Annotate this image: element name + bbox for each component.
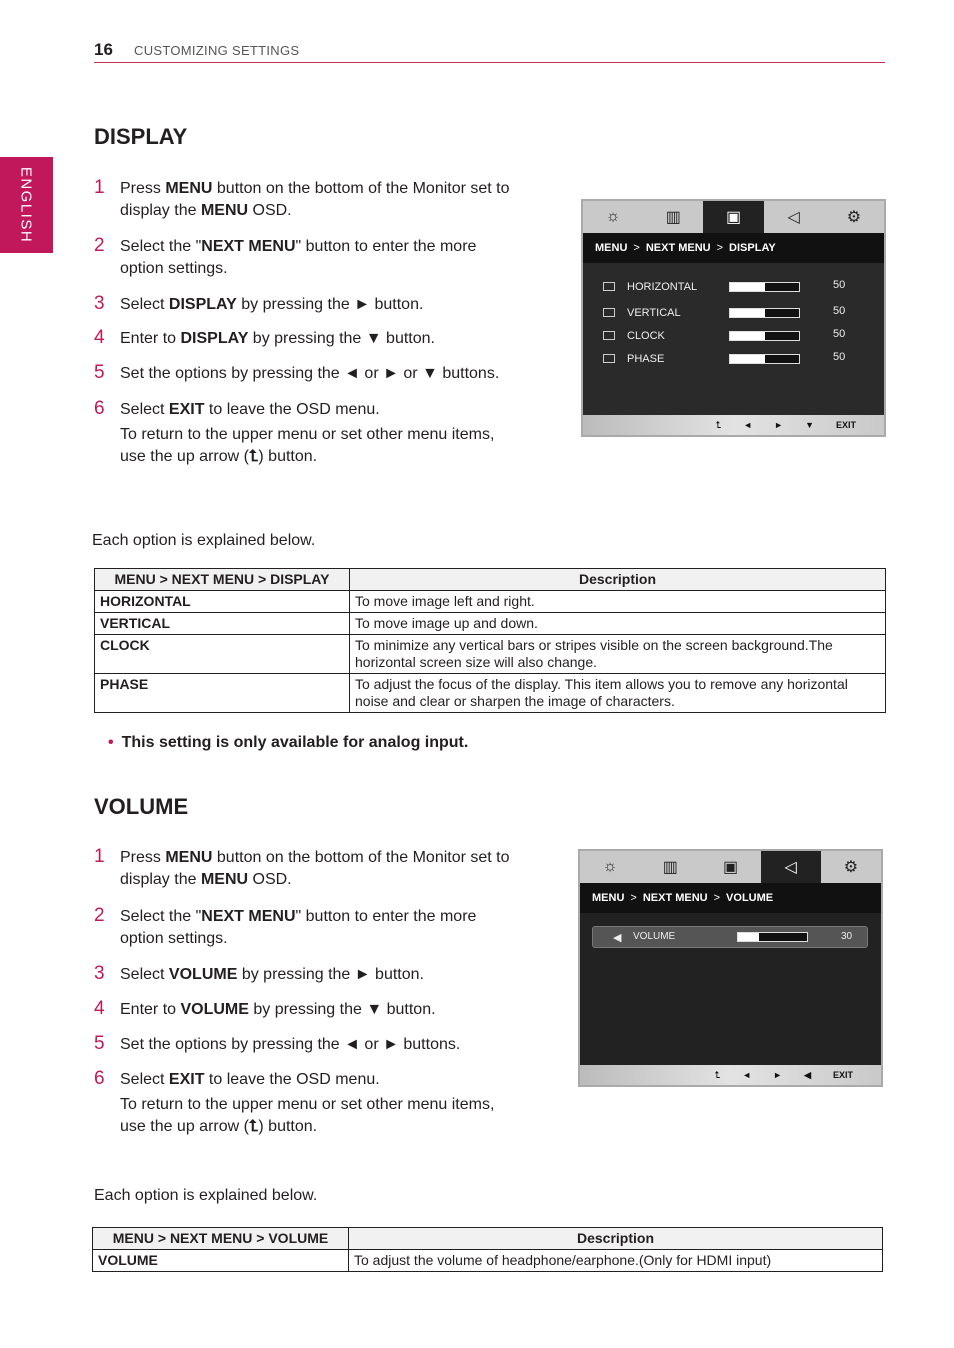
step: 1 Press MENU button on the bottom of the Monitor set to display the MENU OSD. <box>94 177 510 219</box>
language-tab <box>0 157 53 253</box>
display-steps <box>94 178 524 468</box>
return-note: To return to the upper menu or set other menu items, use the up arrow (⮤) button. <box>120 1094 524 1138</box>
osd-item: ◀ VOLUME 30 <box>592 926 868 948</box>
table-row: VOLUME To adjust the volume of headphone/earphone.(Only for HDMI input) <box>93 1250 883 1272</box>
step-number: 1 <box>94 177 105 198</box>
analog-note: • This setting is only available for analog input. <box>108 734 469 751</box>
osd-body: HORIZONTAL 50 VERTICAL 50 CLOCK 50 PHASE 50 <box>583 263 884 415</box>
volume-osd-screenshot <box>578 849 883 1087</box>
display-title: DISPLAY <box>94 124 188 149</box>
return-note: To return to the upper menu or set other menu items, use the up arrow (⮤) button. <box>120 424 524 468</box>
osd-breadcrumb: MENU > NEXT MENU > DISPLAY <box>583 233 884 263</box>
table-header: Description <box>350 569 886 591</box>
settings-icon: ⚙ <box>843 859 859 876</box>
table-row: HORIZONTAL To move image left and right. <box>95 591 886 613</box>
volume-explained: Each option is explained below. <box>94 1187 318 1204</box>
step: 5 Set the options by pressing the ◄ or ► buttons. <box>94 1033 461 1054</box>
bullet-icon: • <box>108 734 114 751</box>
step: 4 Enter to VOLUME by pressing the ▼ button. <box>94 998 436 1019</box>
display-table <box>94 568 886 713</box>
table-row: VERTICAL To move image up and down. <box>95 613 886 635</box>
step: 3 Select DISPLAY by pressing the ► button. <box>94 293 424 314</box>
osd-footer: ⮤ ◄ ► ◀ EXIT <box>580 1065 881 1085</box>
clock-icon <box>603 331 615 340</box>
vertical-icon <box>603 308 615 317</box>
picture-icon: ▥ <box>665 209 681 226</box>
table-header: MENU > NEXT MENU > DISPLAY <box>95 569 350 591</box>
step-number: 6 <box>94 398 105 419</box>
table-header: MENU > NEXT MENU > VOLUME <box>93 1228 349 1250</box>
step: 4 Enter to DISPLAY by pressing the ▼ button. <box>94 327 435 348</box>
step: 6 Select EXIT to leave the OSD menu. To return to the upper menu or set other menu items, use the up arrow (⮤) button. <box>94 1069 524 1138</box>
step-number: 2 <box>94 235 105 256</box>
table-header: Description <box>349 1228 883 1250</box>
step: 2 Select the "NEXT MENU" button to enter the more option settings. <box>94 905 477 947</box>
up-arrow-icon: ⮤ <box>714 1069 721 1080</box>
picture-icon: ▥ <box>662 859 678 876</box>
speaker-icon: ◁ <box>761 851 821 883</box>
up-arrow-icon: ⮤ <box>248 448 259 465</box>
brightness-icon: ☼ <box>605 208 621 225</box>
display-explained: Each option is explained below. <box>92 532 316 549</box>
level-bar <box>737 932 808 942</box>
display-icon: ▣ <box>703 201 763 233</box>
horizontal-icon <box>603 282 615 291</box>
step: 3 Select VOLUME by pressing the ► button. <box>94 963 424 984</box>
table-row: CLOCK To minimize any vertical bars or stripes visible on the screen background.The horizontal screen size will also change. <box>95 635 886 674</box>
step: 5 Set the options by pressing the ◄ or ► or ▼ buttons. <box>94 362 500 383</box>
step: 1 Press MENU button on the bottom of the Monitor set to display the MENU OSD. <box>94 846 510 888</box>
page-number: 16 <box>94 40 113 59</box>
page-header <box>94 40 885 63</box>
table-row: PHASE To adjust the focus of the display. This item allows you to remove any horizontal noise and clear or sharpen the image of characters. <box>95 674 886 713</box>
language-label: ENGLISH <box>17 166 35 244</box>
display-osd-screenshot <box>581 199 886 437</box>
volume-title: VOLUME <box>94 794 189 819</box>
step-number: 4 <box>94 998 105 1019</box>
section-label: CUSTOMIZING SETTINGS <box>134 43 300 58</box>
display-icon: ▣ <box>722 859 739 876</box>
up-arrow-icon: ⮤ <box>715 419 722 430</box>
step-number: 1 <box>94 846 105 867</box>
volume-steps <box>94 847 524 1138</box>
step-number: 3 <box>94 963 105 984</box>
step-number: 2 <box>94 905 105 926</box>
phase-icon <box>603 354 615 363</box>
up-arrow-icon: ⮤ <box>248 1118 259 1135</box>
osd-body <box>580 851 881 1065</box>
volume-table <box>92 1227 883 1272</box>
level-bar <box>729 331 800 341</box>
step-number: 5 <box>94 362 105 383</box>
level-bar <box>729 282 800 292</box>
speaker-icon: ◁ <box>787 209 800 226</box>
speaker-icon: ◀ <box>804 1069 811 1080</box>
step: 2 Select the "NEXT MENU" button to enter the more option settings. <box>94 235 477 277</box>
step-number: 4 <box>94 327 105 348</box>
step-number: 6 <box>94 1068 105 1089</box>
level-bar <box>729 308 800 318</box>
settings-icon: ⚙ <box>846 209 862 226</box>
osd-footer: ⮤ ◄ ► ▼ EXIT <box>583 415 884 435</box>
step-number: 5 <box>94 1033 105 1054</box>
brightness-icon: ☼ <box>602 858 618 875</box>
speaker-icon: ◀ <box>613 932 622 944</box>
osd-breadcrumb: MENU > NEXT MENU > VOLUME <box>580 883 881 913</box>
level-bar <box>729 354 800 364</box>
step-number: 3 <box>94 293 105 314</box>
step: 6 Select EXIT to leave the OSD menu. To return to the upper menu or set other menu items, use the up arrow (⮤) button. <box>94 399 524 468</box>
osd-tab-bar <box>583 201 884 233</box>
